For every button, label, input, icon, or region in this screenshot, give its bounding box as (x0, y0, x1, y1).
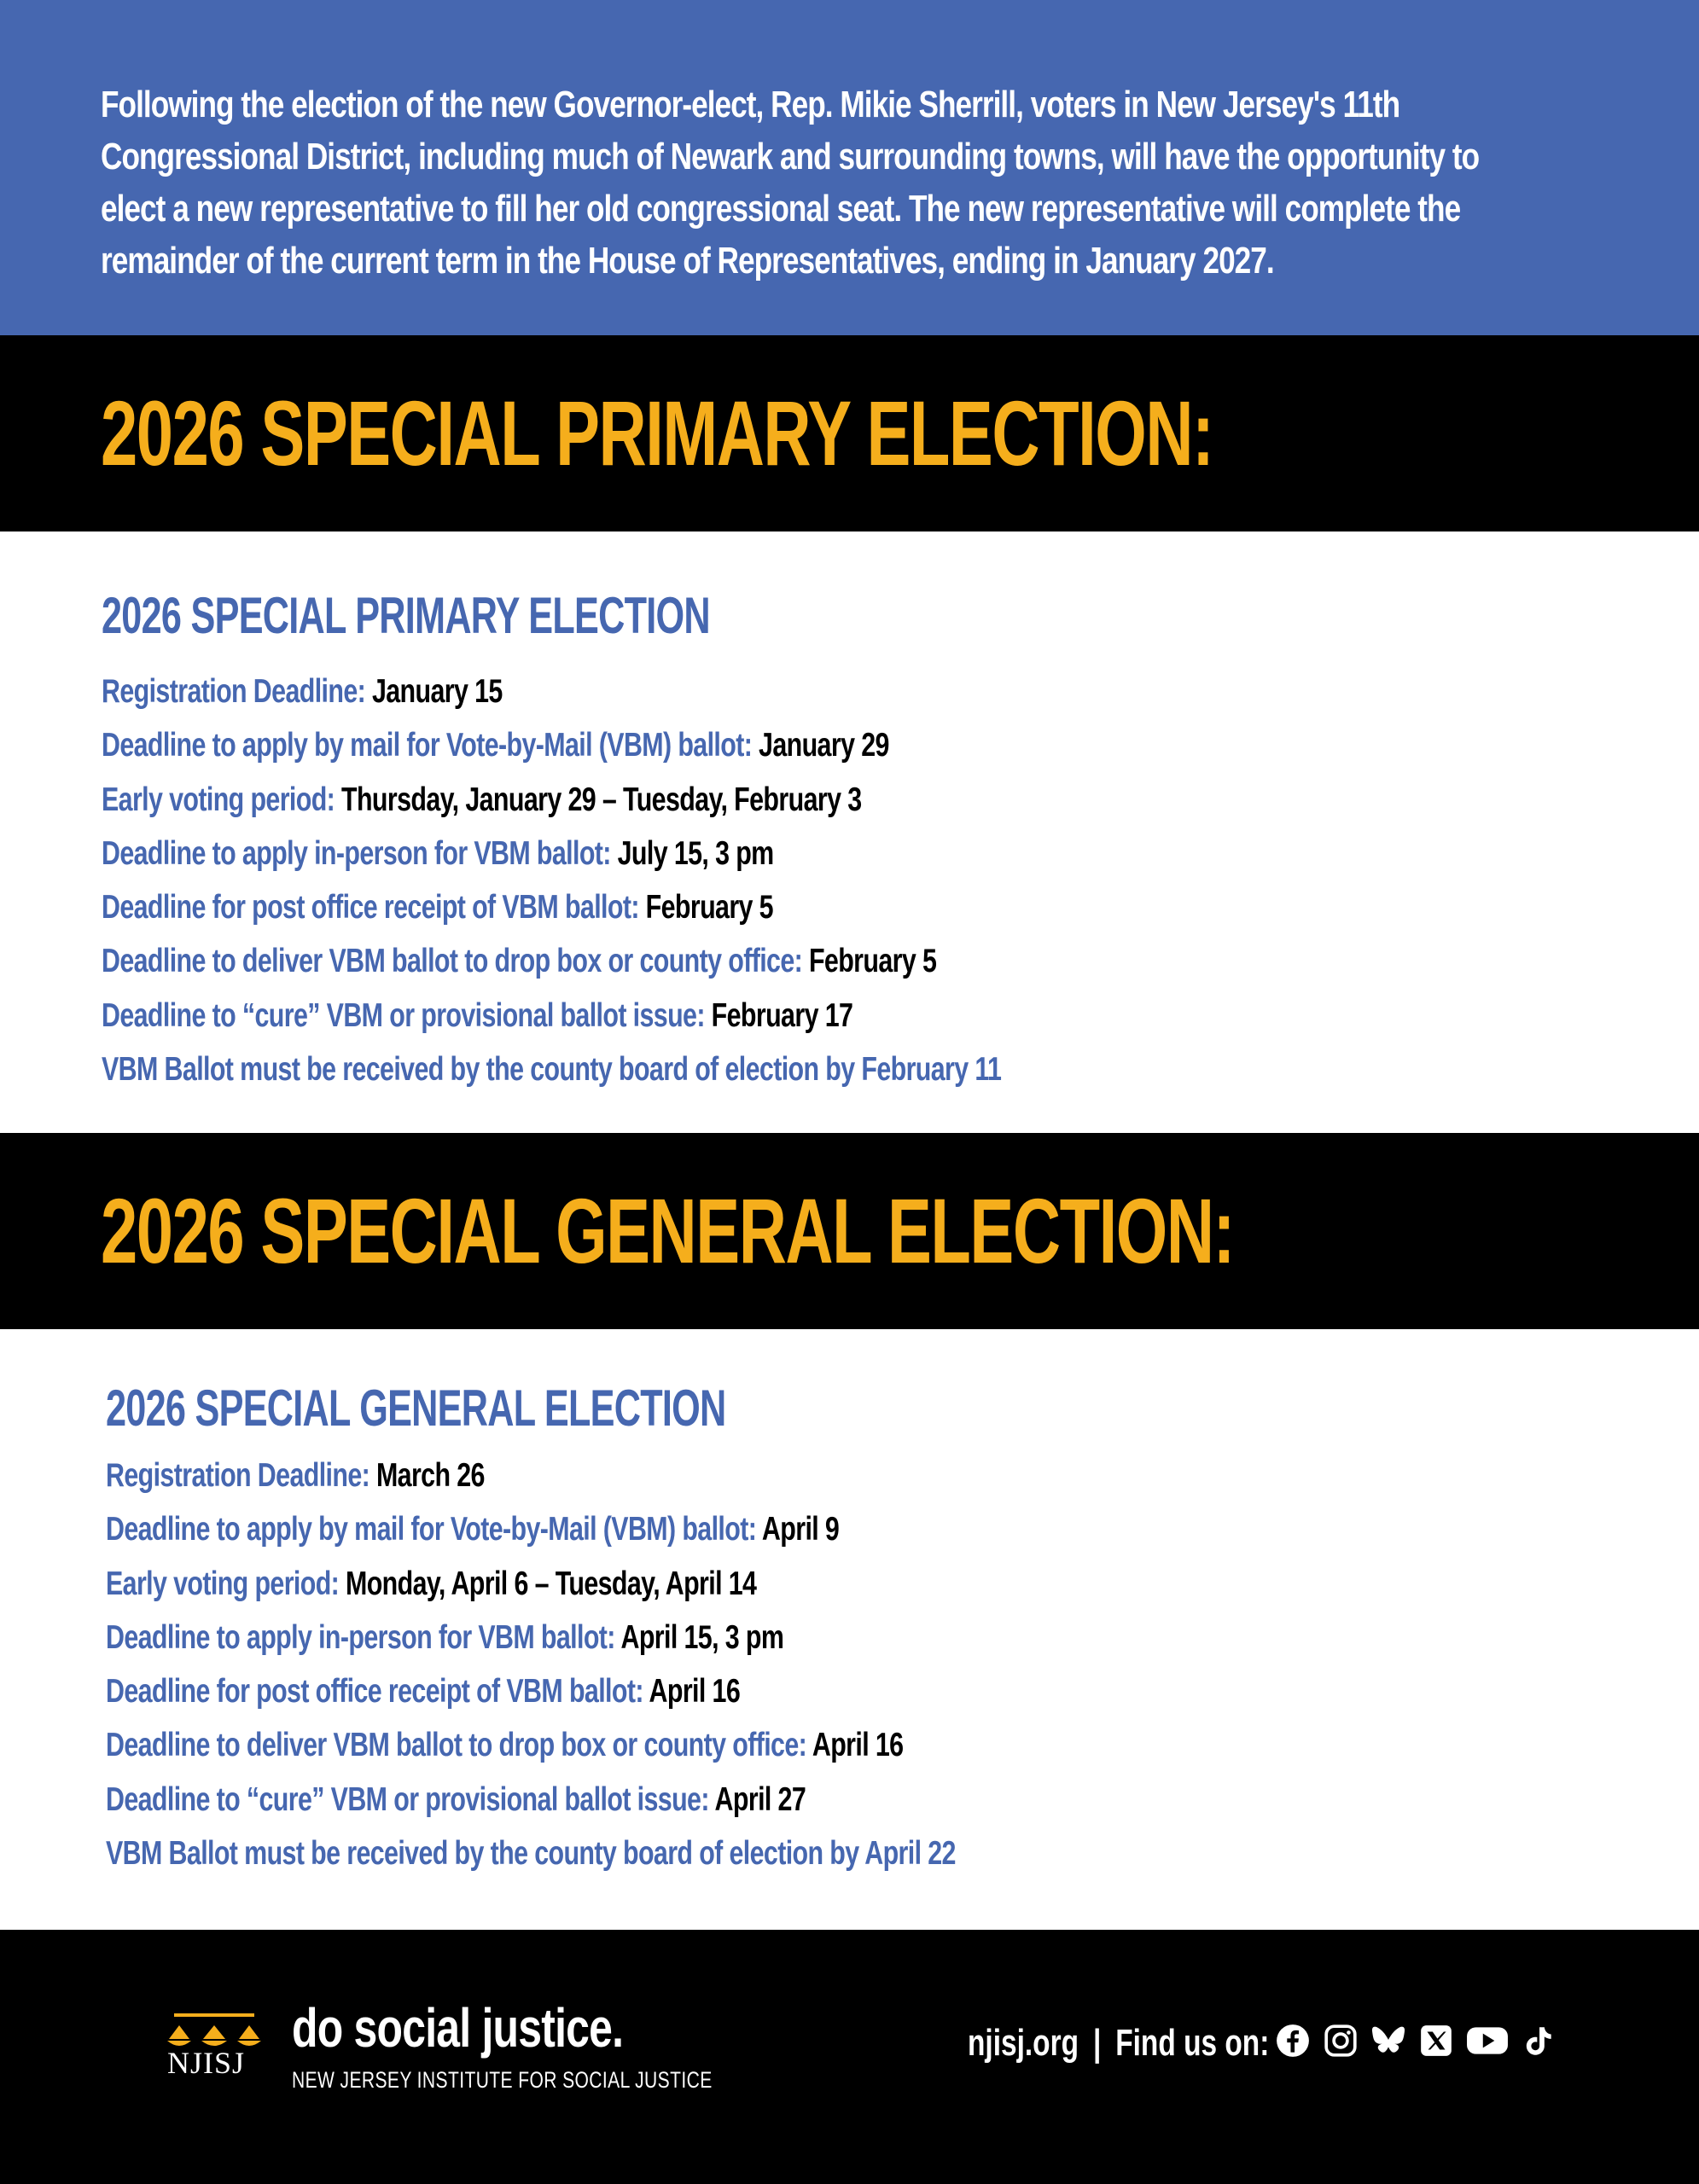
general-deadlines-list (106, 1449, 1196, 1880)
intro-line: Following the election of the new Governor-elect, Rep. Mikie Sherrill, voters in New Jersey's 11th (101, 84, 1400, 125)
list-item (106, 1611, 956, 1664)
general-election-section (0, 1329, 1699, 1930)
list-item (102, 773, 1001, 827)
primary-section-heading: 2026 SPECIAL PRIMARY ELECTION (102, 587, 710, 644)
list-item (106, 1557, 956, 1611)
deadline-label: Registration Deadline: (102, 673, 366, 710)
primary-deadlines-list (102, 665, 1255, 1096)
deadline-value: March 26 (369, 1457, 485, 1494)
deadline-value: Monday, April 6 – Tuesday, April 14 (339, 1565, 757, 1602)
x-icon[interactable] (1418, 2023, 1454, 2059)
general-banner-title: 2026 SPECIAL GENERAL ELECTION: (101, 1179, 1235, 1282)
intro-banner (0, 0, 1699, 335)
social-icons (1275, 2022, 1556, 2059)
list-item (106, 1449, 956, 1502)
deadline-label: Deadline to apply in-person for VBM ballot: (106, 1618, 615, 1656)
intro-line: remainder of the current term in the House of Representatives, ending in January 2027. (101, 240, 1274, 282)
deadline-label: Registration Deadline: (106, 1457, 370, 1494)
intro-line: Congressional District, including much of Newark and surrounding towns, will have the opportunity to (101, 136, 1480, 177)
tagline: do social justice. (292, 1997, 624, 2059)
primary-banner-title: 2026 SPECIAL PRIMARY ELECTION: (101, 381, 1213, 485)
general-section-heading: 2026 SPECIAL GENERAL ELECTION (106, 1380, 726, 1437)
deadline-label: Early voting period: (106, 1565, 340, 1602)
deadline-label: Deadline to “cure” VBM or provisional ballot issue: (106, 1780, 709, 1818)
intro-line: elect a new representative to fill her old congressional seat. The new representative will complete the (101, 188, 1461, 229)
deadline-label: VBM Ballot must be received by the county board of election by February 11 (102, 1051, 1002, 1089)
intro-paragraph (101, 78, 1601, 287)
deadline-value: April 27 (708, 1780, 806, 1818)
list-item (102, 989, 1001, 1043)
deadline-value: February 5 (638, 889, 773, 926)
list-item (106, 1718, 956, 1772)
tiktok-icon[interactable] (1521, 2023, 1556, 2059)
deadline-label: Deadline to deliver VBM ballot to drop box or county office: (106, 1727, 807, 1764)
list-item (106, 1502, 956, 1556)
bluesky-icon[interactable] (1370, 2023, 1406, 2059)
youtube-icon[interactable] (1466, 2023, 1509, 2059)
list-item (102, 880, 1001, 934)
contact-line (968, 2015, 1269, 2071)
deadline-value: February 17 (704, 996, 853, 1034)
deadline-label: Early voting period: (102, 781, 335, 818)
deadline-label: VBM Ballot must be received by the county board of election by April 22 (106, 1835, 956, 1873)
deadline-label: Deadline for post office receipt of VBM ballot: (106, 1673, 643, 1711)
deadline-value: July 15, 3 pm (610, 834, 774, 872)
list-item (102, 934, 1001, 988)
logo-abbreviation: NJISJ (167, 2046, 246, 2080)
list-item (102, 665, 1001, 718)
website-link[interactable]: njisj.org (968, 2022, 1079, 2064)
deadline-label: Deadline to “cure” VBM or provisional ballot issue: (102, 996, 705, 1034)
list-item (102, 718, 1001, 772)
primary-election-section (0, 531, 1699, 1133)
deadline-value: April 16 (806, 1727, 904, 1764)
deadline-value: February 5 (802, 943, 937, 980)
deadline-label: Deadline to apply by mail for Vote-by-Mail (VBM) ballot: (102, 727, 753, 764)
deadline-value: April 16 (643, 1673, 741, 1711)
primary-election-banner (0, 335, 1699, 531)
list-item (106, 1664, 956, 1718)
list-item (106, 1827, 956, 1880)
instagram-icon[interactable] (1323, 2023, 1359, 2059)
deadline-label: Deadline to apply in-person for VBM ballot: (102, 834, 611, 872)
deadline-label: Deadline to deliver VBM ballot to drop box or county office: (102, 943, 803, 980)
deadline-label: Deadline for post office receipt of VBM ballot: (102, 889, 639, 926)
deadline-value: January 29 (752, 727, 889, 764)
list-item (102, 1043, 1001, 1096)
deadline-label: Deadline to apply by mail for Vote-by-Mail (VBM) ballot: (106, 1511, 757, 1548)
general-election-banner (0, 1133, 1699, 1329)
separator: | (1092, 2022, 1102, 2064)
deadline-value: January 15 (365, 673, 503, 710)
find-us-label: Find us on: (1115, 2022, 1270, 2064)
deadline-value: Thursday, January 29 – Tuesday, February 3 (335, 781, 862, 818)
facebook-icon[interactable] (1275, 2023, 1311, 2059)
list-item (102, 827, 1001, 880)
list-item (106, 1773, 956, 1827)
institute-name: NEW JERSEY INSTITUTE FOR SOCIAL JUSTICE (292, 2067, 713, 2093)
deadline-value: April 15, 3 pm (614, 1618, 784, 1656)
deadline-value: April 9 (756, 1511, 840, 1548)
